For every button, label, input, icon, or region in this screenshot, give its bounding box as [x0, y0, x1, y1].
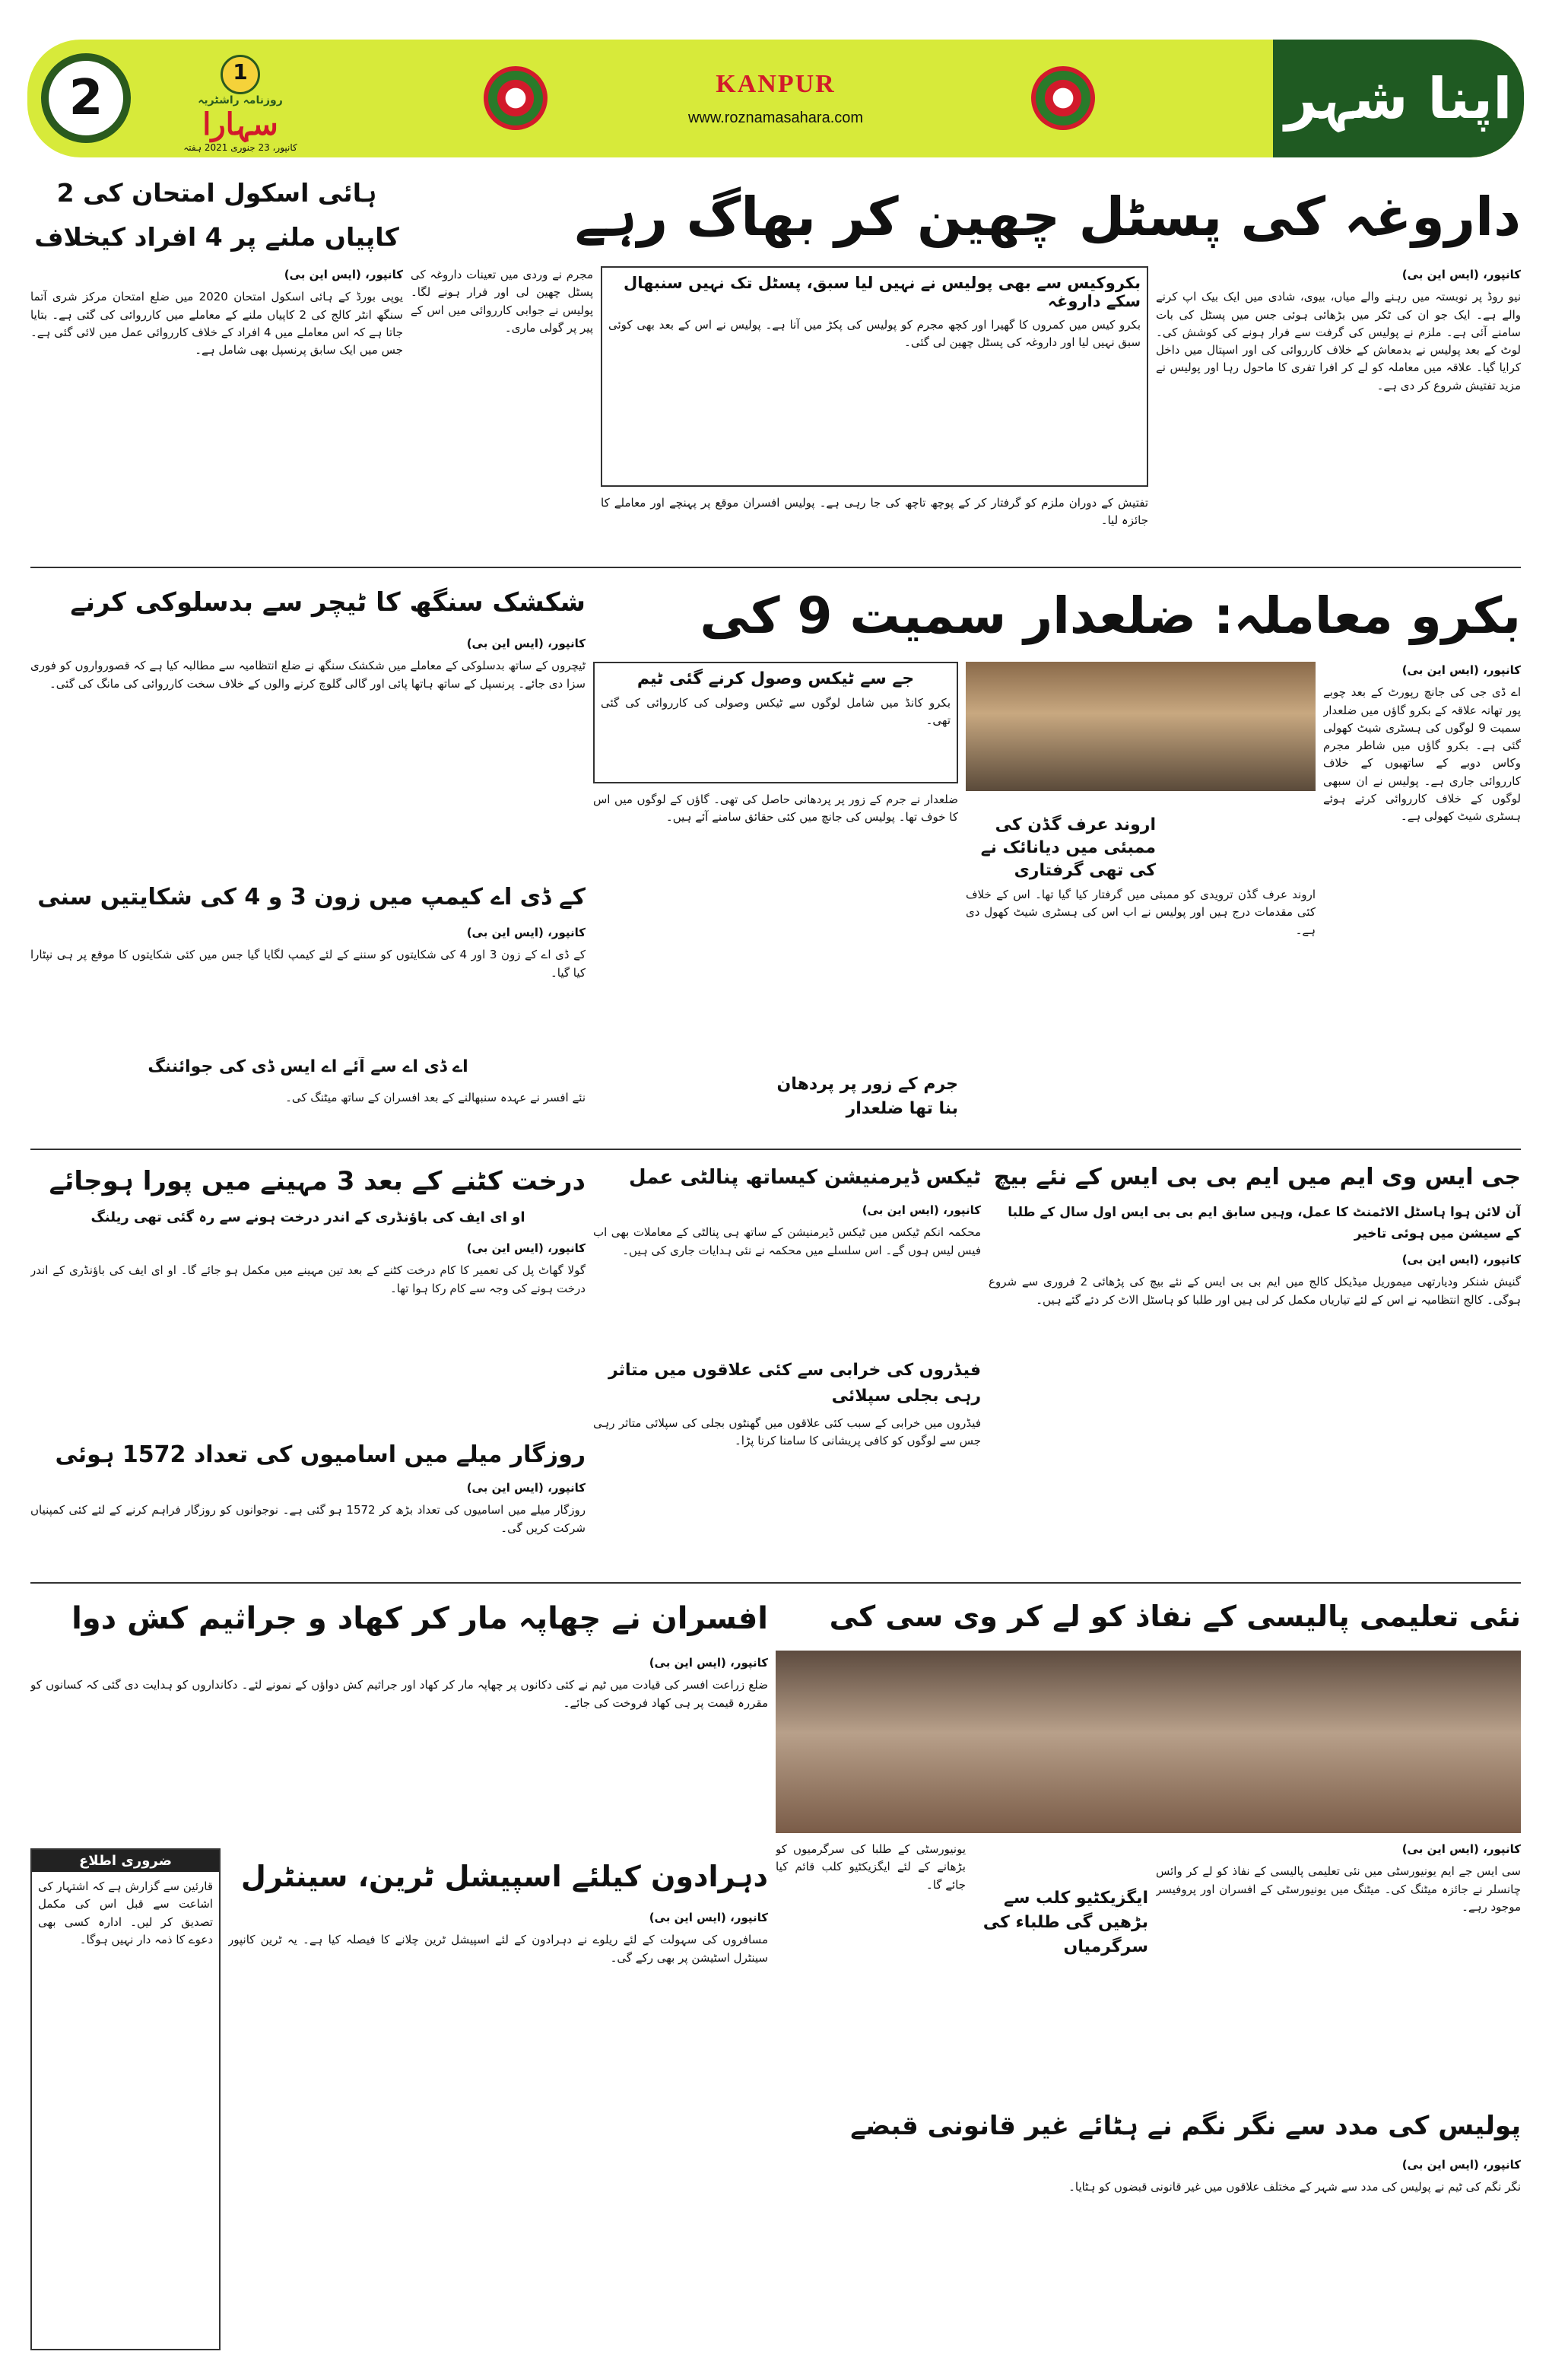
teacher-body	[30, 635, 586, 871]
education-body	[1156, 1841, 1521, 2092]
bikru-source: کانپور، (ایس این بی)	[1401, 663, 1521, 677]
lead-sub-headline: بکروکیس سے بھی پولیس نے نہیں لیا سبق، پسٹل تک نہیں سنبھال سکے داروغہ	[624, 274, 1141, 310]
bikru-body	[1323, 662, 1521, 1149]
flower-emblem-right-icon	[1031, 66, 1095, 130]
divider	[30, 567, 1521, 568]
school-body	[30, 266, 403, 555]
power-body: فیڈروں میں خرابی کے سبب کئی علاقوں میں گھنٹوں بجلی کی سپلائی متاثر رہی جس سے لوگوں کو کافی پریشانی کا سامنا کرنا پڑا۔	[593, 1416, 981, 1448]
school-source: کانپور، (ایس این بی)	[284, 268, 403, 281]
notice-title: ضروری اطلاع	[32, 1850, 219, 1872]
police-headline: پولیس کی مدد سے نگر نگم نے ہٹائے غیر قانونی قبضے	[850, 2111, 1521, 2141]
education-sub: ایگزیکٹیو کلب سے بڑھیں گی طلباء کی سرگرمیاں	[982, 1889, 1148, 1956]
trees-text: گولا گھاٹ پل کی تعمیر کا کام درخت کٹنے کے بعد تین مہینے میں مکمل ہو جائے گا۔ او ای ایف کی باؤنڈری کے اندر درخت ہونے کی وجہ سے کام رکا ہوا تھا۔	[30, 1263, 586, 1295]
jsmm-body	[989, 1251, 1521, 1574]
paper-logo	[141, 55, 339, 153]
school-headline: ہائی اسکول امتحان کی 2 کاپیاں ملنے پر 4 افراد کیخلاف	[34, 178, 399, 252]
kda-text: کے ڈی اے کے زون 3 اور 4 کی شکایتوں کو سننے کے لئے کیمپ لگایا گیا جس میں کئی شکایتوں کا موقع پر ہی نپٹارا کیا گیا۔	[30, 948, 586, 980]
logo-name: سہارا	[202, 106, 278, 142]
teacher-text: ٹیچروں کے ساتھ بدسلوکی کے معاملے میں شکشک سنگھ نے ضلع انتظامیہ سے مطالبہ کیا ہے کہ قصورواروں کو فوری سزا دی جائے۔ پرنسپل کے ساتھ ہاتھا پائی اور گالی گلوچ کرنے والوں کے خلاف سخت کارروائی کی مانگ کی گئی۔	[30, 659, 586, 691]
accused-photos	[966, 662, 1316, 791]
divider	[30, 1149, 1521, 1150]
train-text: مسافروں کی سہولت کے لئے ریلوے نے دہرادون کے لئے اسپیشل ٹرین چلانے کا فیصلہ کیا ہے۔ یہ ٹرین کانپور سینٹرل اسٹیشن پر بھی رکے گی۔	[228, 1933, 768, 1965]
fertilizer-headline: افسران نے چھاپہ مار کر کھاد و جراثیم کش دوا	[71, 1601, 768, 1636]
anniversary-badge: 1	[221, 55, 260, 94]
bikru-headline: بکرو معاملہ: ضلعدار سمیت 9 کی	[700, 586, 1521, 645]
logo-small-text: روزنامہ راشٹریہ	[198, 94, 283, 106]
masthead	[27, 40, 1524, 157]
education-source: کانپور، (ایس این بی)	[1401, 1842, 1521, 1856]
education-body2: یونیورسٹی کے طلبا کی سرگرمیوں کو بڑھانے کے لئے ایگزیکٹیو کلب قائم کیا جائے گا۔	[776, 1842, 966, 1892]
lead-source: کانپور، (ایس این بی)	[1401, 268, 1521, 281]
kda-headline: کے ڈی اے کیمپ میں زون 3 و 4 کی شکایتیں سنی	[37, 884, 586, 910]
bikru-sub-box: جے سے ٹیکس وصول کرنے گئی ٹیم بکرو کانڈ میں شامل لوگوں سے ٹیکس وصولی کی کارروائی کی گئی تھی۔	[593, 662, 958, 783]
fertilizer-text: ضلع زراعت افسر کی قیادت میں ٹیم نے کئی دکانوں پر چھاپہ مار کر کھاد اور جراثیم کش دواؤں کے نمونے لئے۔ دکانداروں کو ہدایت دی گئی کہ کسانوں کو مقررہ قیمت پر ہی کھاد فروخت کی جائے۔	[30, 1678, 768, 1710]
divider	[30, 1582, 1521, 1584]
jsmm-source: کانپور، (ایس این بی)	[1401, 1253, 1521, 1266]
power-sub: فیڈروں کی خرابی سے کئی علاقوں میں متاثر رہی بجلی سپلائی	[608, 1361, 981, 1406]
jobs-headline: روزگار میلے میں اسامیوں کی تعداد 1572 ہوئی	[55, 1441, 586, 1468]
kda-sub: اے ڈی اے سے آئے اے ایس ڈی کی جوائننگ	[148, 1057, 468, 1076]
fertilizer-body	[30, 1654, 768, 1845]
education-text: سی ایس جے ایم یونیورسٹی میں نئی تعلیمی پالیسی کے نفاذ کو لے کر وائس چانسلر نے جائزہ میٹنگ کی۔ میٹنگ میں یونیورسٹی کے افسران اور پروفیسر موجود رہے۔	[1156, 1864, 1521, 1914]
bikru-sub1: جے سے ٹیکس وصول کرنے گئی ٹیم	[636, 669, 915, 688]
lead-body: نیو روڈ پر نوبستہ میں رہنے والے میاں، بیوی، شادی میں ایک بیک اپ کرنے والے ہے۔ ایک جو ان کی ٹکر میں بڑھائی ہوئی جس میں پسٹل کی بات سامنے آئی ہے۔ ملزم نے پولیس کی گرفت سے فرار ہونے کی کوشش کی۔ لوٹ کے بعد پولیس نے بدمعاش کے خلاف کارروائی کی اور اسپتال میں داخل کرایا گیا۔ علاقہ میں معاملہ کو لے کر افرا تفری کا ماحول رہا اور پولیس نے مزید تفتیش شروع کر دی ہے۔	[1156, 290, 1521, 392]
tax-source: کانپور، (ایس این بی)	[862, 1203, 981, 1217]
issue-date: کانپور، 23 جنوری 2021 ہفتہ	[183, 142, 297, 153]
lead-sub-body: بکرو کیس میں کمروں کا گھیرا اور کچھ مجرم کو پولیس کی پکڑ میں آنا ہے۔ پولیس نے اس کے بعد بھی کوئی سبق نہیں لیا اور داروغہ کی پسٹل چھین لی گئی۔	[608, 318, 1141, 350]
bikru-text: اے ڈی جی کی جانچ رپورٹ کے بعد چوبے پور تھانہ علاقہ کے بکرو گاؤں میں ضلعدار سمیت 9 لوگوں کی ہسٹری شیٹ کھولی گئی ہے۔ بکرو گاؤں میں شاطر مجرم وکاس دوبے کے ساتھیوں کے خلاف کارروائی جاری ہے۔ پولیس نے ان سبھی لوگوں کے خلاف کارروائی کرتے ہوئے ہسٹری شیٹ کھولی ہے۔	[1323, 685, 1521, 823]
education-headline: نئی تعلیمی پالیسی کے نفاذ کو لے کر وی سی کی	[829, 1600, 1521, 1633]
bikru-body3: ضلعدار نے جرم کے زور پر پردھانی حاصل کی تھی۔ گاؤں کے لوگوں میں اس کا خوف تھا۔ پولیس کی جانچ میں کئی حقائق سامنے آئے ہیں۔	[593, 793, 958, 825]
trees-source: کانپور، (ایس این بی)	[466, 1241, 586, 1255]
notice-body: قارئین سے گزارش ہے کہ اشتہار کی اشاعت سے قبل اس کی مکمل تصدیق کر لیں۔ ادارہ کسی بھی دعوے کا ذمہ دار نہیں ہوگا۔	[38, 1880, 213, 1946]
lead-body-col1	[1156, 266, 1521, 555]
section-title: اپنا شہر	[1273, 40, 1524, 157]
tax-body	[593, 1202, 981, 1354]
lead-headline: داروغہ کی پسٹل چھین کر بھاگ رہے	[574, 186, 1521, 248]
kda-body2: نئے افسر نے عہدہ سنبھالنے کے بعد افسران کے ساتھ میٹنگ کی۔	[285, 1091, 586, 1104]
teacher-headline: شکشک سنگھ کا ٹیچر سے بدسلوکی کرنے	[70, 587, 586, 618]
police-source: کانپور، (ایس این بی)	[1401, 2158, 1521, 2172]
lead-body-col3: تفتیش کے دوران ملزم کو گرفتار کر کے پوچھ تاچھ کی جا رہی ہے۔ پولیس افسران موقع پر پہنچے اور معاملے کا جائزہ لیا۔	[601, 496, 1148, 528]
lead-body-col2: مجرم نے وردی میں تعینات داروغہ کی پسٹل چھین لی اور فرار ہونے لگا۔ پولیس نے جوابی کارروائی میں اس کے پیر پر گولی ماری۔	[411, 268, 593, 335]
bikru-sub3: جرم کے زور پر پردھان بنا تھا ضلعدار	[776, 1075, 958, 1118]
lead-sub-box	[601, 266, 1148, 487]
train-body	[228, 1909, 768, 2350]
tax-text: محکمہ انکم ٹیکس میں ٹیکس ڈیرمنیشن کے ساتھ ہی پنالٹی کے معاملات بھی اب فیس لیس ہوں گے۔ اس سلسلے میں محکمہ نے نئی ہدایات جاری کی ہیں۔	[593, 1225, 981, 1257]
train-headline: دہرادون کیلئے اسپیشل ٹرین، سینٹرل	[240, 1860, 768, 1893]
police-body	[776, 2156, 1521, 2350]
notice-box	[30, 1848, 221, 2350]
jobs-text: روزگار میلے میں اسامیوں کی تعداد بڑھ کر 1572 ہو گئی ہے۔ نوجوانوں کو روزگار فراہم کرنے کے لئے کئی کمپنیاں شرکت کریں گی۔	[30, 1503, 586, 1535]
website-url[interactable]: www.roznamasahara.com	[687, 110, 864, 126]
page-number: 2	[41, 53, 131, 143]
tax-headline: ٹیکس ڈیرمنیشن کیساتھ پنالٹی عمل	[629, 1166, 981, 1189]
bikru-sub2: اروند عرف گڈن کی ممبئی میں دیانائک نے کی تھی گرفتاری	[980, 815, 1156, 880]
jsmm-subhead: آن لائن ہوا ہاسٹل الاٹمنٹ کا عمل، وہیں سابق ایم بی بی ایس اول سال کے طلبا کے سیشن میں ہوئی تاخیر	[1008, 1205, 1521, 1241]
kda-body	[30, 924, 586, 1053]
trees-subhead: او ای ایف کی باؤنڈری کے اندر درخت ہونے سے رہ گئی تھی ریلنگ	[90, 1209, 525, 1225]
school-text: یوپی بورڈ کے ہائی اسکول امتحان 2020 میں ضلع امتحان مرکز شری آتما سنگھ انٹر کالج کی 2 کاپیاں ملنے کے معاملے میں کارروائی کی گئی ہے۔ بتایا جاتا ہے کہ اس معاملے میں 4 افراد کے خلاف کارروائی عمل میں لائی گئی ہے۔ جس میں ایک سابق پرنسپل بھی شامل ہے۔	[30, 290, 403, 357]
meeting-photo	[776, 1651, 1521, 1833]
trees-body	[30, 1240, 586, 1430]
jsmm-text: گنیش شنکر ودیارتھی میموریل میڈیکل کالج میں ایم بی بی ایس کے نئے بیچ کی پڑھائی 2 فروری سے شروع ہوگی۔ کالج انتظامیہ نے اس کے لئے تیاریاں مکمل کر لی ہیں اور طلبا کو ہاسٹل الاٹ کر دئے گئے ہیں۔	[989, 1275, 1521, 1307]
kda-source: کانپور، (ایس این بی)	[466, 926, 586, 939]
jobs-source: کانپور، (ایس این بی)	[466, 1481, 586, 1495]
teacher-source: کانپور، (ایس این بی)	[466, 637, 586, 650]
fertilizer-source: کانپور، (ایس این بی)	[649, 1656, 768, 1670]
bikru-body2: اروند عرف گڈن ترویدی کو ممبئی میں گرفتار کیا گیا تھا۔ اس کے خلاف کئی مقدمات درج ہیں اور پولیس نے اب اس کی ہسٹری شیٹ کھول دی ہے۔	[966, 888, 1316, 937]
trees-headline: درخت کٹنے کے بعد 3 مہینے میں پورا ہوجائے	[49, 1166, 586, 1196]
train-source: کانپور، (ایس این بی)	[649, 1911, 768, 1924]
jsmm-headline: جی ایس وی ایم میں ایم بی بی ایس کے نئے بیچ	[993, 1164, 1521, 1190]
jobs-body	[30, 1479, 586, 1574]
city-name: KANPUR	[716, 70, 836, 98]
police-text: نگر نگم کی ٹیم نے پولیس کی مدد سے شہر کے مختلف علاقوں میں غیر قانونی قبضوں کو ہٹایا۔	[1068, 2180, 1521, 2194]
